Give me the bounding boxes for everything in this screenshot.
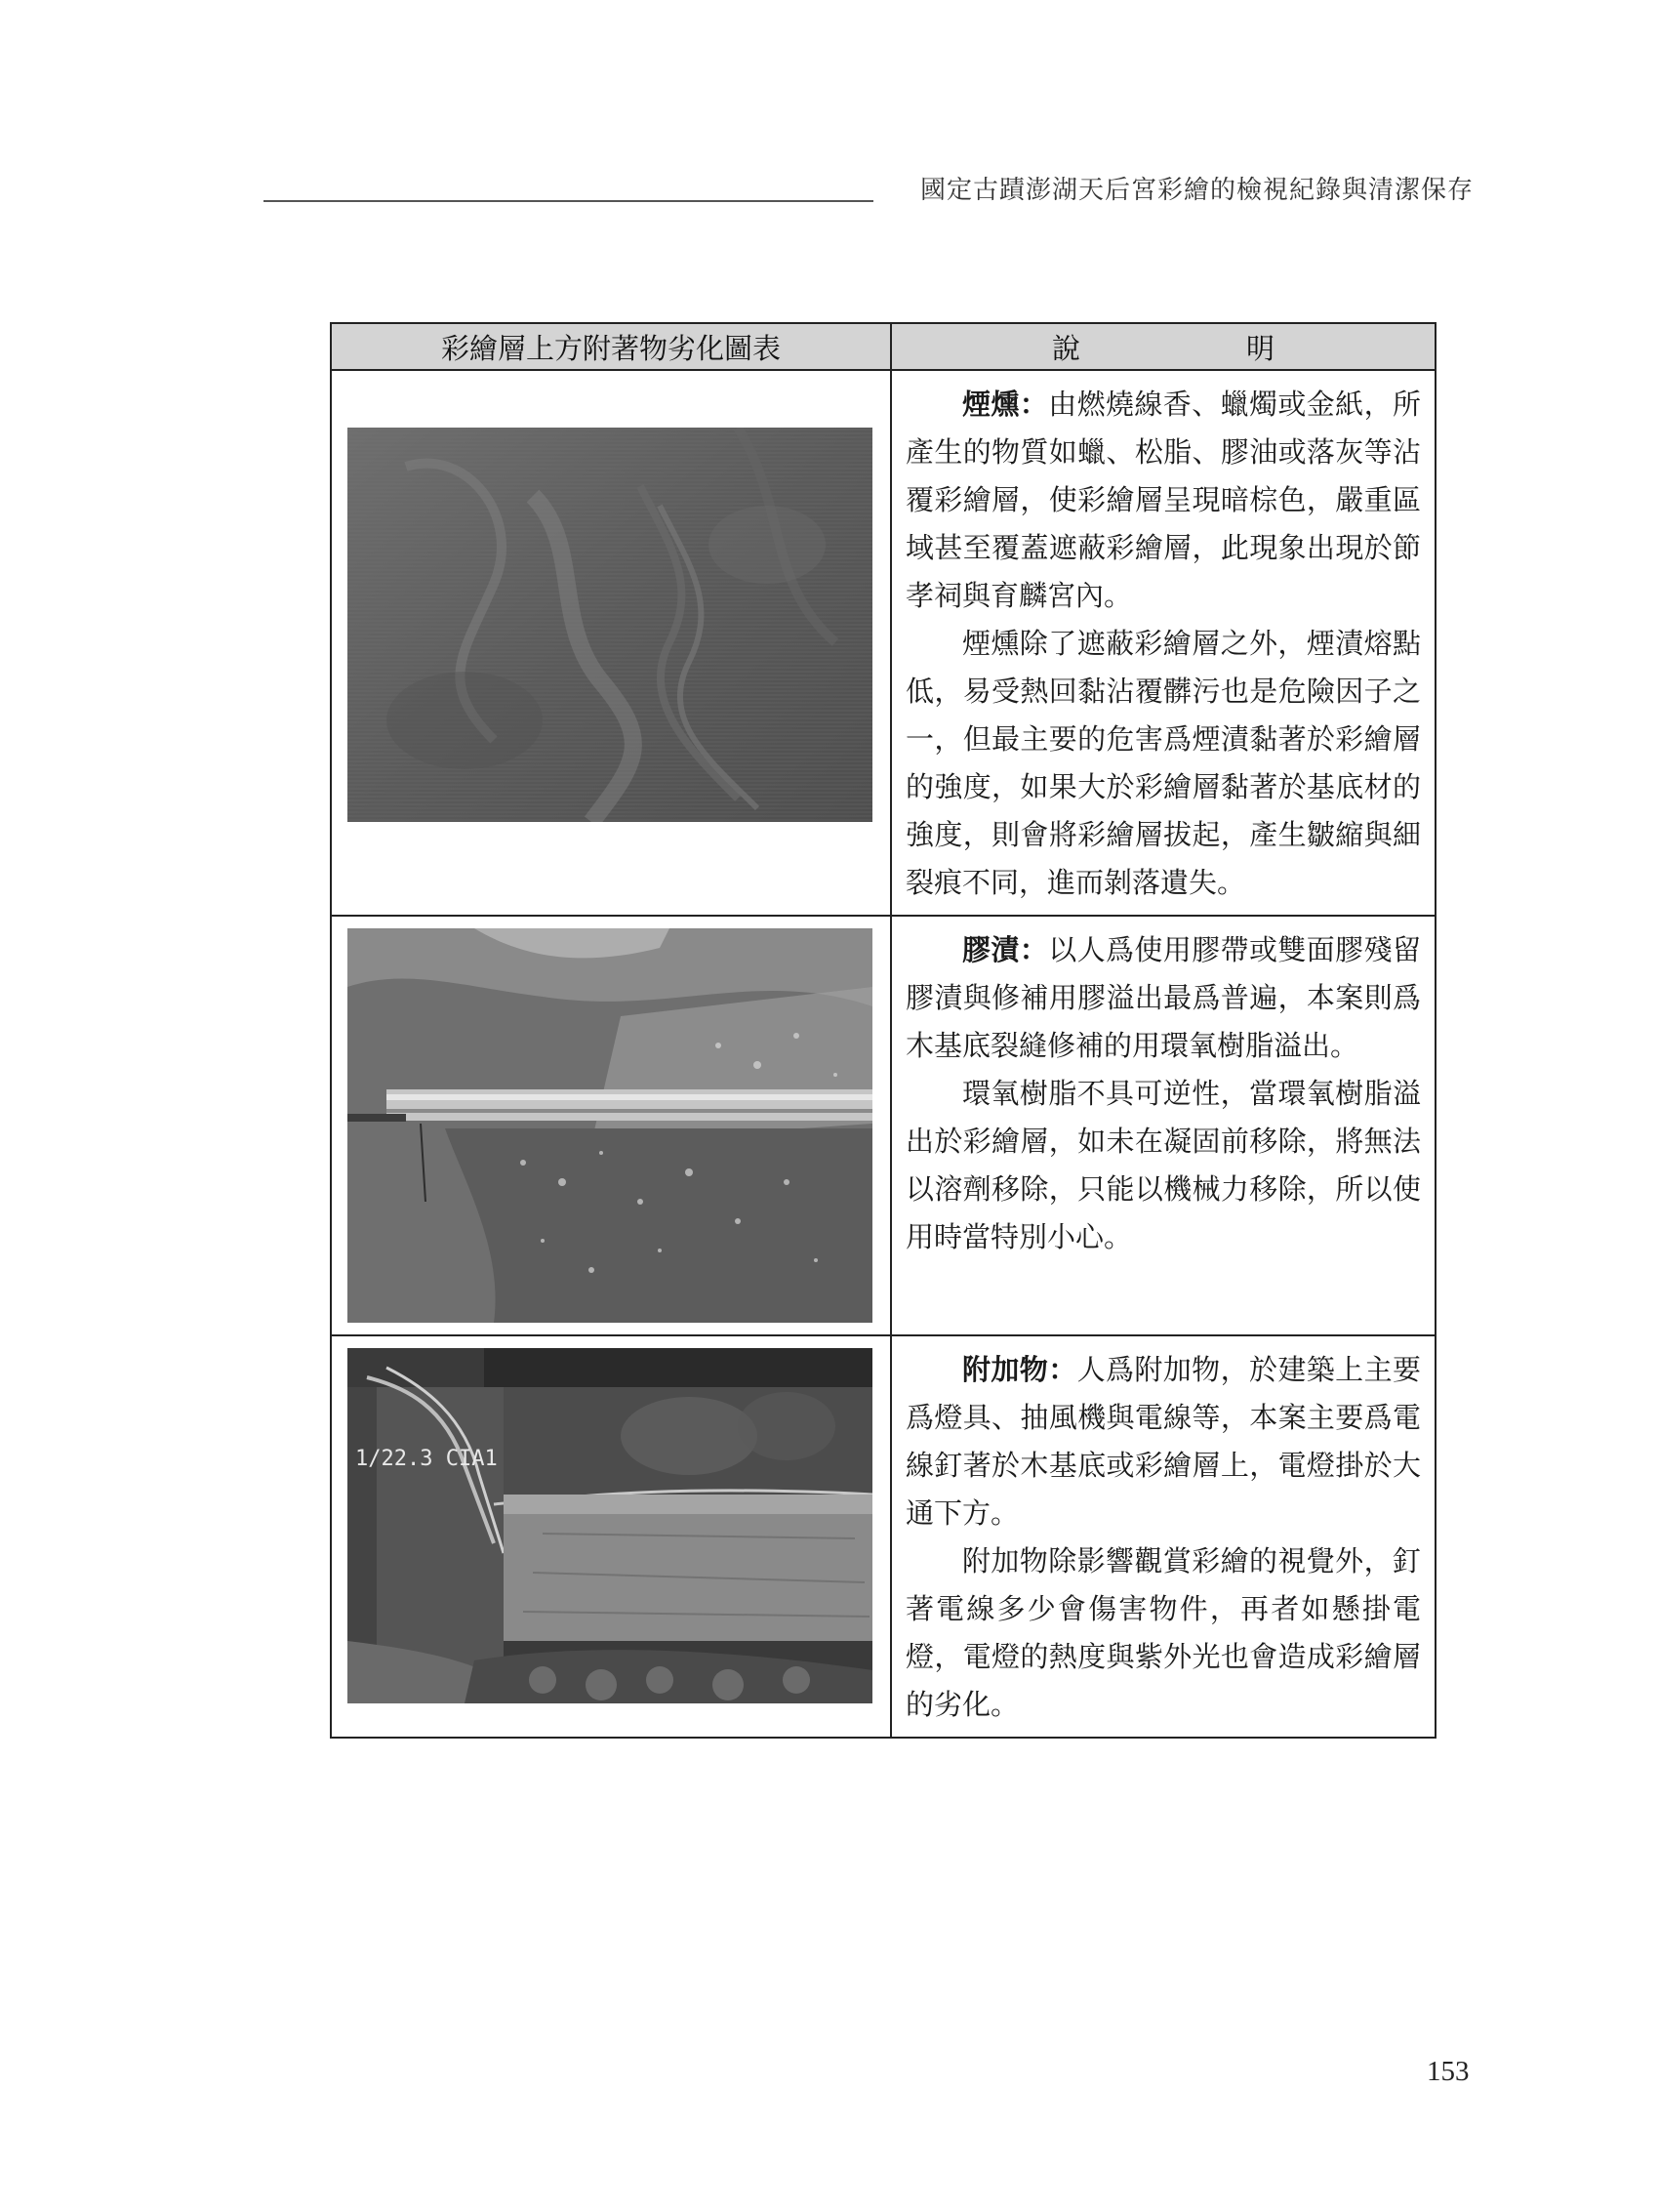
description-header-char-2: 明 — [1246, 331, 1275, 365]
description-header-char-1: 說 — [1051, 331, 1080, 365]
table-row — [331, 370, 1436, 916]
deterioration-table — [330, 322, 1436, 1739]
running-title: 國定古蹟澎湖天后宮彩繪的檢視紀錄與清潔保存 — [919, 176, 1474, 205]
running-head — [263, 168, 1474, 207]
description-cell-adhesive — [891, 916, 1436, 1335]
table-row — [331, 916, 1436, 1335]
attachments-term: 附加物： — [962, 1353, 1077, 1386]
figure-cell-smoke — [331, 370, 891, 916]
table-header-row — [331, 323, 1436, 370]
attachments-paragraph-1 — [906, 1346, 1421, 1537]
smoke-paragraph-1 — [906, 381, 1421, 620]
page-number: 153 — [1427, 2056, 1470, 2087]
adhesive-paragraph-1 — [906, 926, 1421, 1070]
photo-inscription: 1/22.3 CIA1 — [355, 1447, 498, 1471]
description-cell-attachments — [891, 1335, 1436, 1738]
smoke-term: 煙燻： — [962, 388, 1049, 421]
description-column-header — [891, 323, 1436, 370]
figure-column-header: 彩繪層上方附著物劣化圖表 — [331, 323, 891, 370]
header-rule — [263, 200, 873, 202]
table-row — [331, 1335, 1436, 1738]
figure-cell-attachments — [331, 1335, 891, 1738]
adhesive-residue-photo — [347, 928, 872, 1323]
smoke-stain-photo — [347, 428, 872, 822]
adhesive-text-1: 以人爲使用膠帶或雙面膠殘留膠漬與修補用膠溢出最爲普遍，本案則爲木基底裂縫修補的用環氧樹脂溢出。 — [906, 933, 1421, 1062]
attachments-paragraph-2: 附加物除影響觀賞彩繪的視覺外，釘著電線多少會傷害物件，再者如懸掛電燈，電燈的熱度與紫外光也會造成彩繪層的劣化。 — [906, 1544, 1421, 1721]
smoke-paragraph-2: 煙燻除了遮蔽彩繪層之外，煙漬熔點低，易受熱回黏沾覆髒污也是危險因子之一，但最主要的危害爲煙漬黏著於彩繪層的強度，如果大於彩繪層黏著於基底材的強度，則會將彩繪層拔起，產生皺縮與細裂痕不同，進而剝落遺失。 — [906, 627, 1421, 899]
adhesive-paragraph-2: 環氧樹脂不具可逆性，當環氧樹脂溢出於彩繪層，如未在凝固前移除，將無法以溶劑移除，只能以機械力移除，所以使用時當特別小心。 — [906, 1077, 1421, 1253]
adhesive-term: 膠漬： — [962, 933, 1049, 966]
attachments-text-1: 人爲附加物，於建築上主要爲燈具、抽風機與電線等，本案主要爲電線釘著於木基底或彩繪層上，電燈掛於大通下方。 — [906, 1353, 1421, 1530]
smoke-text-1: 由燃燒線香、蠟燭或金紙，所產生的物質如蠟、松脂、膠油或落灰等沾覆彩繪層，使彩繪層呈現暗棕色，嚴重區域甚至覆蓋遮蔽彩繪層，此現象出現於節孝祠與育麟宮內。 — [906, 388, 1421, 612]
attachments-photo — [347, 1348, 872, 1703]
description-cell-smoke — [891, 370, 1436, 916]
figure-cell-adhesive — [331, 916, 891, 1335]
